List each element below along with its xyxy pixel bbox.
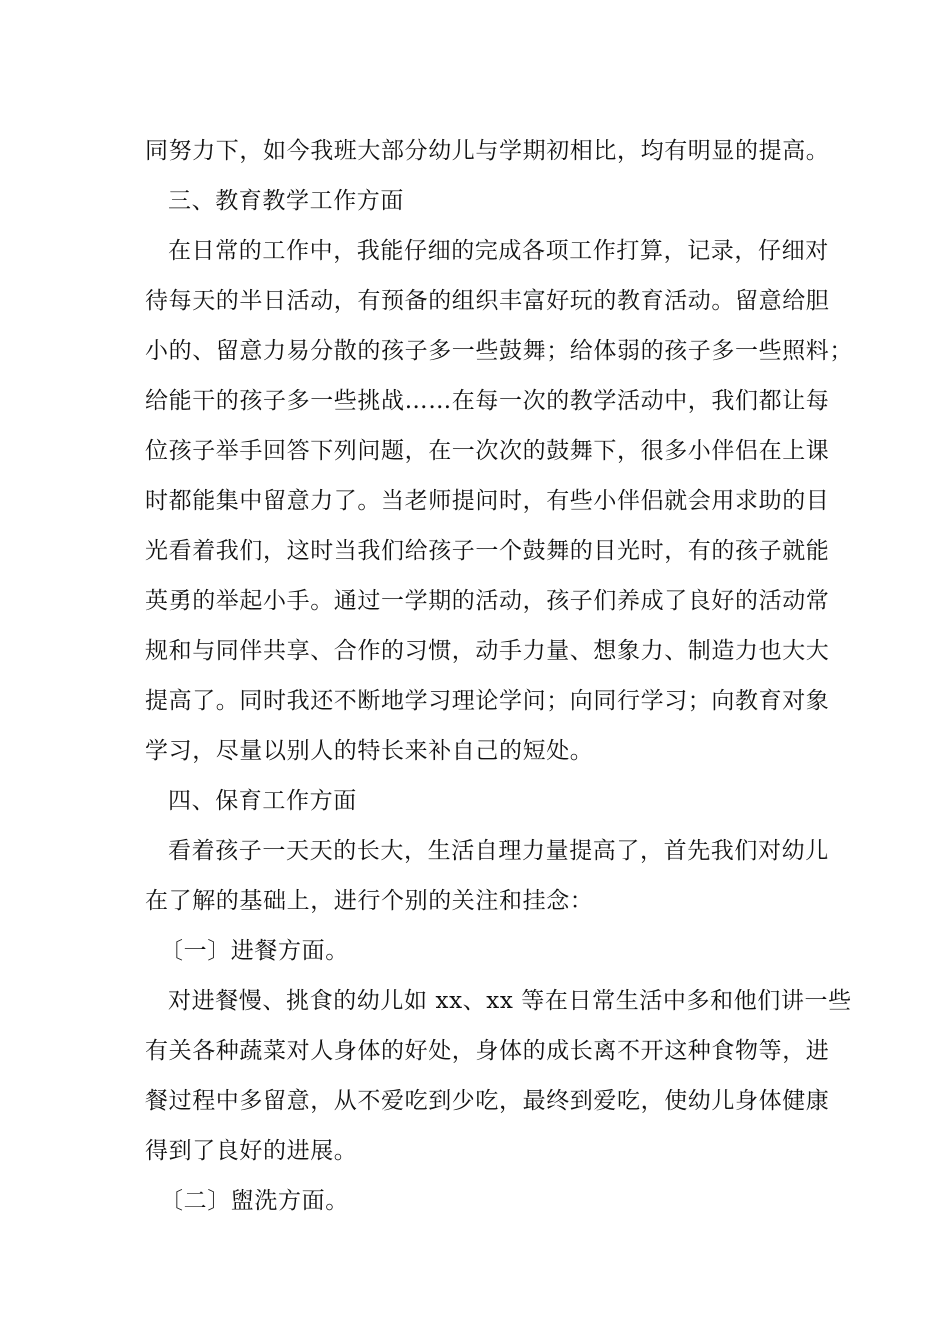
paragraph-line: 同努力下，如今我班大部分幼儿与学期初相比，均有明显的提高。 xyxy=(145,138,830,164)
paragraph-line: 时都能集中留意力了。当老师提问时，有些小伴侣就会用求助的目 xyxy=(145,488,830,514)
paragraph-line: 看着孩子一天天的长大，生活自理力量提高了，首先我们对幼儿 xyxy=(168,838,829,864)
paragraph-line: 给能干的孩子多一些挑战……在每一次的教学活动中，我们都让每 xyxy=(145,388,830,414)
paragraph-line: 在了解的基础上，进行个别的关注和挂念： xyxy=(145,888,594,914)
paragraph-line: 餐过程中多留意，从不爱吃到少吃，最终到爱吃，使幼儿身体健康 xyxy=(145,1088,830,1114)
paragraph-line: 位孩子举手回答下列问题，在一次次的鼓舞下，很多小伴侣在上课 xyxy=(145,438,830,464)
subsection-heading: 〔一〕进餐方面。 xyxy=(160,938,349,964)
section-heading: 四、保育工作方面 xyxy=(168,788,357,814)
paragraph-line: 小的、留意力易分散的孩子多一些鼓舞；给体弱的孩子多一些照料； xyxy=(145,338,853,364)
paragraph-line: 光看着我们，这时当我们给孩子一个鼓舞的目光时，有的孩子就能 xyxy=(145,538,830,564)
section-heading: 三、教育教学工作方面 xyxy=(168,188,404,214)
paragraph-line: 对进餐慢、挑食的幼儿如 xx、xx 等在日常生活中多和他们讲一些 xyxy=(168,988,852,1014)
paragraph-line: 在日常的工作中，我能仔细的完成各项工作打算，记录，仔细对 xyxy=(168,238,829,264)
subsection-heading: 〔二〕盥洗方面。 xyxy=(160,1188,349,1214)
paragraph-line: 提高了。同时我还不断地学习理论学问；向同行学习；向教育对象 xyxy=(145,688,830,714)
paragraph-line: 待每天的半日活动，有预备的组织丰富好玩的教育活动。留意给胆 xyxy=(145,288,830,314)
paragraph-line: 得到了良好的进展。 xyxy=(145,1138,358,1164)
paragraph-line: 有关各种蔬菜对人身体的好处，身体的成长离不开这种食物等，进 xyxy=(145,1038,830,1064)
paragraph-line: 规和与同伴共享、合作的习惯，动手力量、想象力、制造力也大大 xyxy=(145,638,830,664)
paragraph-line: 英勇的举起小手。通过一学期的活动，孩子们养成了良好的活动常 xyxy=(145,588,830,614)
paragraph-line: 学习，尽量以别人的特长来补自己的短处。 xyxy=(145,738,594,764)
